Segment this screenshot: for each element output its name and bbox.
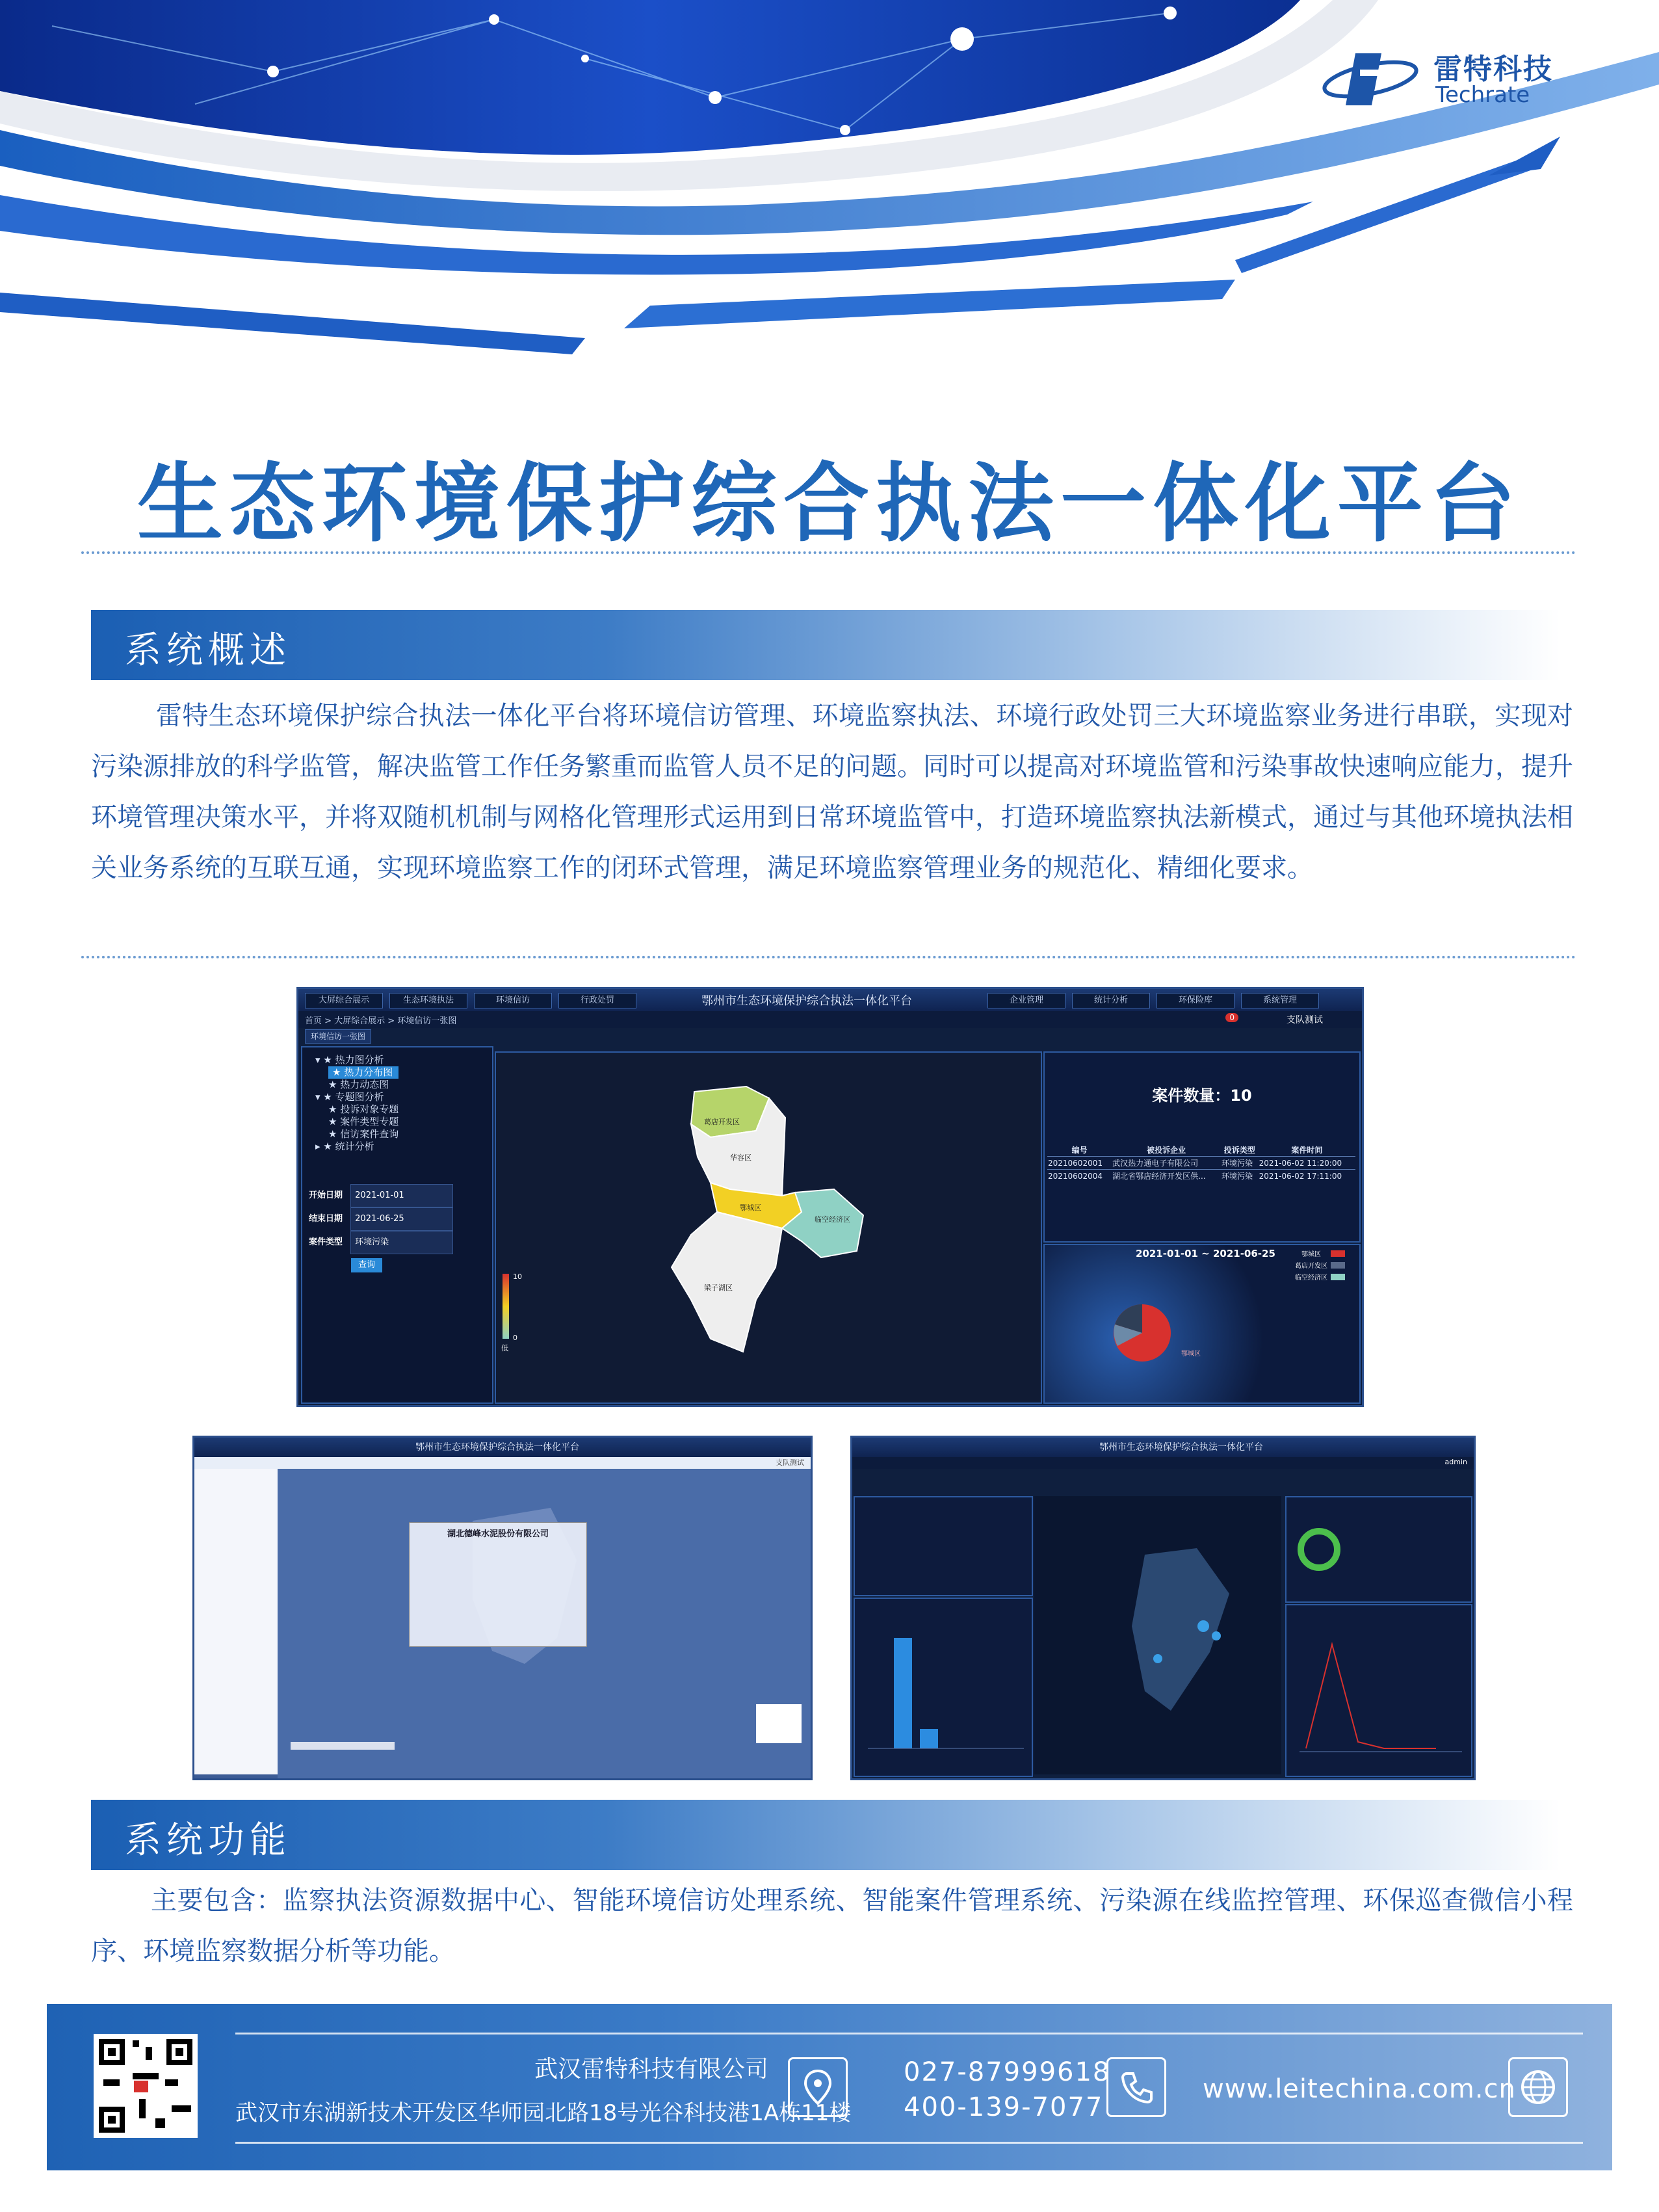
nav-item[interactable]: 行政处罚: [558, 993, 636, 1008]
heat-legend-bar: [503, 1274, 509, 1339]
top-nav: [298, 989, 1362, 1011]
nav-item[interactable]: 大屏综合展示: [305, 993, 383, 1008]
phone-1: 027-87999618: [904, 2057, 1111, 2087]
table-header: 编号: [1071, 1146, 1088, 1155]
company-popup[interactable]: [409, 1522, 587, 1647]
heatmap-panel: [495, 1051, 1042, 1404]
bar-chart: [855, 1599, 1032, 1776]
breadcrumb: 首页 > 大屏综合展示 > 环境信访一张图: [305, 1016, 457, 1026]
screenshot-main: [296, 987, 1364, 1407]
table-header: 案件时间: [1291, 1146, 1323, 1155]
location-icon: [788, 2057, 848, 2117]
status-legend: [756, 1704, 802, 1743]
left-panel: [301, 1046, 493, 1404]
phone-2: 400-139-7077: [904, 2092, 1104, 2122]
filter-form: [309, 1184, 453, 1272]
user-name[interactable]: admin: [1444, 1458, 1467, 1466]
case-table: [1047, 1144, 1355, 1182]
nav-item[interactable]: 企业管理: [987, 993, 1065, 1008]
nav-item[interactable]: 环保险库: [1156, 993, 1234, 1008]
qr-code-icon: [94, 2034, 198, 2138]
tree-item[interactable]: ★ 热力动态图: [328, 1079, 389, 1090]
table-row[interactable]: 20210602004 湖北省鄂店经济开发区供... 环境污染 2021-06-02 17:11:00: [1048, 1171, 1342, 1181]
divider: [81, 956, 1576, 958]
case-type-label: 案件类型: [309, 1237, 343, 1247]
start-date-label: 开始日期: [309, 1191, 343, 1200]
screenshot-dashboard: [850, 1436, 1476, 1780]
features-paragraph: 主要包含：监察执法资源数据中心、智能环境信访处理系统、智能案件管理系统、污染源在线监控管理、环保巡查微信小程序、环境监察数据分析等功能。: [91, 1886, 1573, 1966]
pie-legend-item: 鄂城区: [1301, 1251, 1321, 1258]
platform-title: 鄂州市生态环境保护综合执法一体化平台: [1099, 1442, 1263, 1453]
table-header: 投诉类型: [1223, 1146, 1255, 1155]
globe-icon: [1508, 2057, 1568, 2117]
tree-item[interactable]: ▸ ★ 统计分析: [315, 1140, 374, 1152]
brand-name-cn: 雷特科技: [1433, 53, 1553, 86]
dark-map[interactable]: [1034, 1496, 1281, 1774]
overview-heading-text: 系统概述: [125, 629, 291, 672]
line-chart: [1287, 1605, 1471, 1776]
page-title: 生态环境保护综合执法一体化平台: [137, 454, 1522, 554]
pie-panel: [1043, 1244, 1361, 1404]
case-panel: [1043, 1051, 1361, 1243]
end-date-label: 结束日期: [309, 1214, 343, 1224]
pie-chart: [1045, 1245, 1359, 1402]
footer: [47, 2004, 1612, 2170]
techrate-logo-icon: [1320, 40, 1424, 112]
end-date-input[interactable]: 2021-06-25: [350, 1207, 453, 1231]
notification-badge[interactable]: 0: [1225, 1013, 1238, 1022]
tree-item[interactable]: ★ 案件类型专题: [328, 1116, 399, 1127]
popup-title: 湖北德峰水泥股份有限公司: [447, 1529, 549, 1539]
tree-item[interactable]: ▾ ★ 专题图分析: [315, 1091, 384, 1103]
region-label: 华容区: [730, 1153, 751, 1162]
screenshot-map-view: [192, 1436, 813, 1780]
platform-title: 鄂州市生态环境保护综合执法一体化平台: [701, 994, 912, 1008]
donut-chart: [1293, 1523, 1345, 1575]
line-chart-panel: [1285, 1604, 1472, 1777]
breadcrumb-bar: [852, 1457, 1474, 1469]
start-date-input[interactable]: 2021-01-01: [350, 1184, 453, 1207]
pie-legend-item: 葛店开发区: [1295, 1263, 1327, 1270]
features-heading-text: 系统功能: [125, 1819, 291, 1862]
tree-item[interactable]: ▾ ★ 热力图分析: [315, 1054, 384, 1066]
region-label: 葛店开发区: [704, 1118, 740, 1126]
user-name[interactable]: 支队测试: [776, 1458, 804, 1467]
region-label: 鄂城区: [740, 1204, 761, 1212]
nav-item[interactable]: 生态环境执法: [389, 993, 467, 1008]
brand-name-en: Techrate: [1435, 82, 1530, 108]
phone-icon: [1106, 2057, 1166, 2117]
breadcrumb-bar: [194, 1457, 811, 1469]
region-label: 临空经济区: [815, 1215, 850, 1224]
qr-code: [94, 2034, 198, 2138]
user-name[interactable]: 支队测试: [1287, 1015, 1323, 1025]
case-type-select[interactable]: 环境污染: [350, 1231, 453, 1254]
divider: [81, 551, 1576, 554]
nav-item[interactable]: 环境信访: [474, 993, 552, 1008]
footer-line-bottom: [235, 2142, 1583, 2144]
website[interactable]: www.leitechina.com.cn: [1203, 2074, 1516, 2104]
table-row[interactable]: 20210602001 武汉热力通电子有限公司 环境污染 2021-06-02 11:20:00: [1047, 1157, 1355, 1170]
region-map: [496, 1053, 1041, 1402]
top-nav: [194, 1438, 811, 1457]
breadcrumb-bar: [298, 1011, 1362, 1028]
brand-logo: [1320, 40, 1593, 118]
pie-legend-item: 临空经济区: [1295, 1274, 1327, 1282]
top-nav: [852, 1438, 1474, 1457]
legend-max: 10: [513, 1272, 522, 1281]
case-count: 案件数量：10: [1152, 1086, 1252, 1105]
features-heading: [91, 1800, 1560, 1870]
nav-item[interactable]: 系统管理: [1241, 993, 1319, 1008]
legend-low: 低: [501, 1344, 508, 1352]
legend-min: 0: [513, 1334, 517, 1342]
tree: [315, 1054, 398, 1153]
summary-panel: [854, 1496, 1033, 1596]
region-label: 梁子湖区: [704, 1284, 733, 1292]
pie-title: 2021-01-01 ~ 2021-06-25: [1136, 1248, 1275, 1259]
dark-region-map: [1034, 1496, 1281, 1774]
query-button[interactable]: 查询: [351, 1258, 382, 1272]
company-address: 武汉市东湖新技术开发区华师园北路18号光谷科技港1A栋11楼: [235, 2100, 852, 2126]
tab-heatmap[interactable]: 环境信访一张图: [305, 1029, 371, 1044]
overview-heading: [91, 610, 1560, 680]
pie-label: 鄂城区: [1181, 1350, 1201, 1358]
donut-panel: [1285, 1496, 1472, 1603]
tree-item[interactable]: ★ 信访案件查询: [328, 1128, 399, 1140]
company-name: 武汉雷特科技有限公司: [534, 2056, 769, 2083]
tree-item[interactable]: ★ 投诉对象专题: [328, 1103, 399, 1115]
company-list[interactable]: [194, 1469, 278, 1774]
footer-line-top: [235, 2033, 1583, 2034]
bar-chart-panel: [854, 1598, 1033, 1777]
platform-title: 鄂州市生态环境保护综合执法一体化平台: [415, 1442, 579, 1453]
nav-item[interactable]: 统计分析: [1072, 993, 1150, 1008]
tree-item-selected[interactable]: ★ 热力分布图: [328, 1066, 398, 1079]
overview-paragraph: 雷特生态环境保护综合执法一体化平台将环境信访管理、环境监察执法、环境行政处罚三大环境监察业务进行串联，实现对污染源排放的科学监管，解决监管工作任务繁重而监管人员不足的问题。同时可以提高对环境监管和污染事故快速响应能力，提升环境管理决策水平，并将双随机机制与网格化管理形式运用到日常环境监管中，打造环境监察执法新模式，通过与其他环境执法相关业务系统的互联互通，实现环境监察工作的闭环式管理，满足环境监察管理业务的规范化、精细化要求。: [91, 701, 1573, 883]
table-header: 被投诉企业: [1147, 1146, 1186, 1155]
